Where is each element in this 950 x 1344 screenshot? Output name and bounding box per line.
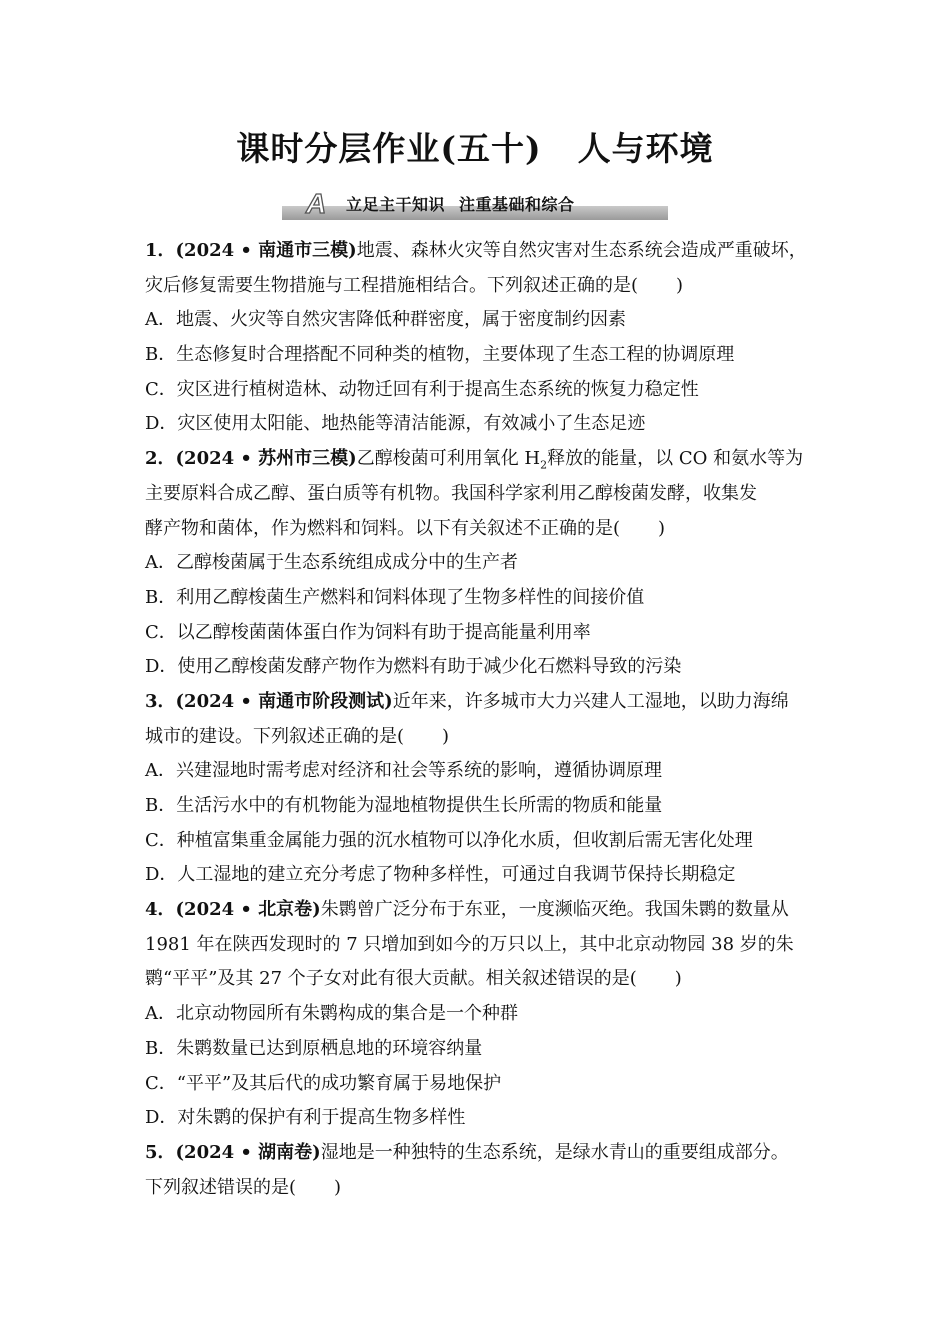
option-b: B．生态修复时合理搭配不同种类的植物，主要体现了生态工程的协调原理: [145, 344, 735, 366]
section-banner: [282, 188, 668, 222]
option-d: D．人工湿地的建立充分考虑了物种多样性，可通过自我调节保持长期稳定: [145, 864, 736, 886]
question-stem: [145, 1136, 820, 1171]
stem-text: 乙醇梭菌可利用氧化 H: [356, 448, 541, 470]
section-letter-icon: A: [306, 188, 327, 219]
stem-text: 朱鹮曾广泛分布于东亚，一度濒临灭绝。我国朱鹮的数量从: [320, 899, 789, 921]
stem-text: 灾后修复需要生物措施与工程措施相结合。下列叙述正确的是(: [145, 274, 639, 296]
stem-text: 地震、森林火灾等自然灾害对生态系统会造成严重破坏，: [356, 240, 807, 261]
question-source: (2024 • 南通市三模): [175, 240, 357, 261]
option-a: A．乙醇梭菌属于生态系统组成成分中的生产者: [145, 552, 518, 574]
stem-text: 酵产物和菌体，作为燃料和饲料。以下有关叙述不正确的是(: [145, 517, 621, 539]
question-stem: [145, 685, 820, 720]
question-stem: [145, 442, 820, 477]
option-d: D．对朱鹮的保护有利于提高生物多样性: [145, 1107, 466, 1129]
question-source: (2024 • 苏州市三模): [175, 448, 357, 470]
option-d: D．灾区使用太阳能、地热能等清洁能源，有效减小了生态足迹: [145, 413, 646, 435]
option-a: A．地震、火灾等自然灾害降低种群密度，属于密度制约因素: [145, 309, 626, 331]
question-stem: [145, 893, 820, 928]
stem-text: 鹮“平平”及其 27 个子女对此有很大贡献。相关叙述错误的是(: [145, 968, 637, 990]
section-heading: [346, 194, 575, 216]
question-stem: [145, 720, 820, 755]
option-c: C．灾区进行植树造林、动物迁回有利于提高生态系统的恢复力稳定性: [145, 378, 699, 400]
page-title: [0, 123, 950, 170]
answer-paren-close: ): [674, 968, 682, 990]
option-b: B．利用乙醇梭菌生产燃料和饲料体现了生物多样性的间接价值: [145, 586, 645, 608]
option-a: A．北京动物园所有朱鹮构成的集合是一个种群: [145, 1003, 518, 1025]
option-c: C．种植富集重金属能力强的沉水植物可以净化水质，但收割后需无害化处理: [145, 829, 753, 851]
question-stem: 1981 年在陕西发现时的 7 只增加到如今的万只以上，其中北京动物园 38 岁的朱: [145, 933, 794, 955]
subscript: 2: [540, 458, 548, 472]
answer-paren-close: ): [442, 725, 450, 747]
section-heading-a: 立足主干知识: [346, 195, 446, 214]
stem-text: 近年来，许多城市大力兴建人工湿地，以助力海绵: [392, 690, 789, 712]
stem-text: 释放的能量，以 CO 和氨水等为: [547, 448, 804, 470]
option-a: A．兴建湿地时需考虑对经济和社会等系统的影响，遵循协调原理: [145, 760, 662, 782]
question-source: (2024 • 南通市阶段测试): [175, 690, 393, 712]
question-stem: 主要原料合成乙醇、蛋白质等有机物。我国科学家利用乙醇梭菌发酵，收集发: [145, 482, 757, 504]
answer-paren-close: ): [676, 274, 684, 296]
question-number: 4．: [145, 899, 176, 921]
question-stem: [145, 234, 820, 269]
answer-paren-close: ): [334, 1176, 342, 1198]
question-stem: [145, 512, 820, 547]
option-b: B．朱鹮数量已达到原栖息地的环境容纳量: [145, 1037, 483, 1059]
question-stem: [145, 962, 820, 997]
option-b: B．生活污水中的有机物能为湿地植物提供生长所需的物质和能量: [145, 795, 663, 816]
question-number: 5．: [145, 1141, 176, 1163]
question-stem: [145, 1171, 820, 1206]
question-stem: [145, 269, 820, 304]
title-main: 课时分层作业(五十): [236, 129, 542, 168]
question-list: [145, 234, 820, 1205]
option-c: C．“平平”及其后代的成功繁育属于易地保护: [145, 1072, 502, 1094]
question-number: 3．: [145, 690, 176, 712]
answer-paren-close: ): [658, 517, 666, 539]
option-c: C．以乙醇梭菌菌体蛋白作为饲料有助于提高能量利用率: [145, 621, 591, 643]
question-source: (2024 • 北京卷): [175, 899, 321, 921]
question-number: 1．: [145, 240, 176, 261]
stem-text: 湿地是一种独特的生态系统，是绿水青山的重要组成部分。: [320, 1141, 789, 1163]
section-heading-b: 注重基础和综合: [459, 195, 575, 214]
question-number: 2．: [145, 448, 176, 470]
stem-text: 下列叙述错误的是(: [145, 1176, 297, 1198]
stem-text: 城市的建设。下列叙述正确的是(: [145, 725, 405, 747]
option-d: D．使用乙醇梭菌发酵产物作为燃料有助于减少化石燃料导致的污染: [145, 656, 682, 678]
title-topic: 人与环境: [577, 129, 714, 168]
question-source: (2024 • 湖南卷): [175, 1141, 321, 1163]
